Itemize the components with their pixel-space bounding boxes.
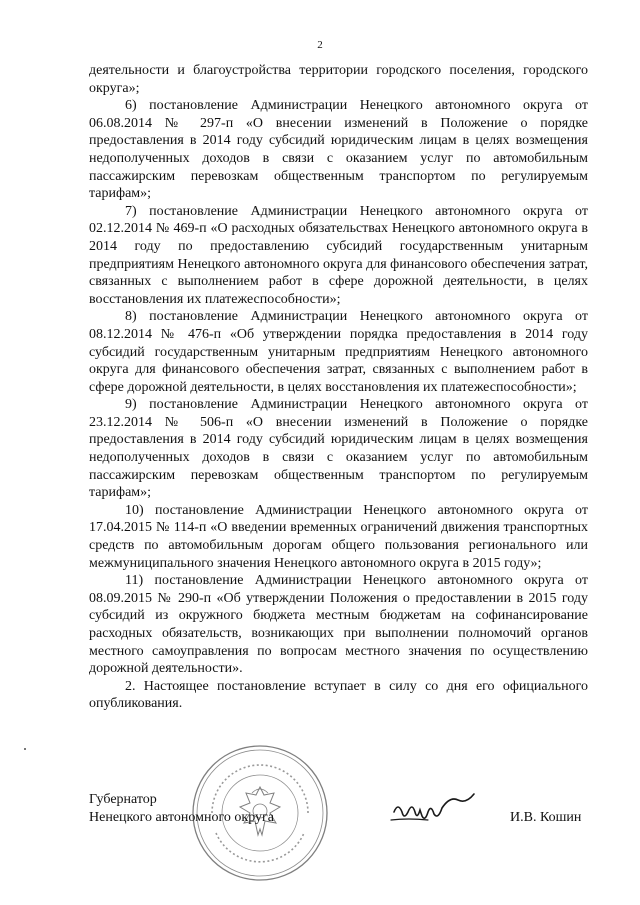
paragraph-item-11: 11) постановление Администрации Ненецкого автономного округа от 08.09.2015 № 290-п «Об утверждении Положения о предоставлении в 2015 году субсидий из окружного бюджета местным бюджетам на софинансирование расходных обязательств, возникающих при выполнении полномочий органов местного самоуправления по вопросам местного значения по осуществлению дорожной деятельности».	[89, 573, 588, 677]
scan-speck	[24, 748, 26, 750]
signatory-position: Губернатор	[89, 792, 157, 807]
paragraph-item-7: 7) постановление Администрации Ненецкого автономного округа от 02.12.2014 № 469-п «О расходных обязательствах Ненецкого автономного округа в 2014 году по предоставлению субсидий государственным унитарным предприятиям Ненецкого автономного округа для финансового обеспечения затрат, связанных с выполнением работ в сфере дорожной деятельности, в целях восстановления их платежеспособности»;	[89, 203, 588, 307]
page-number: 2	[317, 39, 323, 51]
paragraph-item-6: 6) постановление Администрации Ненецкого автономного округа от 06.08.2014 № 297-п «О внесении изменений в Положение о порядке предоставления в 2014 году субсидий юридическим лицам в целях возмещения недополученных доходов в связи с оказанием услуг по автомобильным пассажирским перевозкам общественным транспортом по регулируемым тарифам»;	[89, 98, 588, 202]
signatory-name: И.В. Кошин	[510, 809, 582, 825]
paragraph-item-10: 10) постановление Администрации Ненецкого автономного округа от 17.04.2015 № 114-п «О введении временных ограничений движения транспортных средств по автомобильным дорогам общего пользования регионального или межмуниципального значения Ненецкого автономного округа в 2015 году»;	[89, 502, 588, 571]
paragraph-continuation: деятельности и благоустройства территории городского поселения, городского округа»;	[89, 63, 588, 96]
paragraph-item-9: 9) постановление Администрации Ненецкого автономного округа от 23.12.2014 № 506-п «О внесении изменений в Положение о порядке предоставления в 2014 году субсидий юридическим лицам в целях возмещения недополученных доходов в связи с оказанием услуг по автомобильным пассажирским перевозкам общественным транспортом по регулируемым тарифам»;	[89, 397, 588, 501]
paragraph-item-8: 8) постановление Администрации Ненецкого автономного округа от 08.12.2014 № 476-п «Об утверждении порядка предоставления в 2014 году субсидий государственным унитарным предприятиям Ненецкого автономного округа для финансового обеспечения затрат, связанных с выполнением работ в сфере дорожной деятельности, в целях восстановления их платежеспособности»;	[89, 309, 588, 395]
signature-block	[89, 791, 609, 881]
signatory-organization: Ненецкого автономного округа	[89, 809, 274, 825]
paragraph-effective-date: 2. Настоящее постановление вступает в силу со дня его официального опубликования.	[89, 678, 588, 712]
document-body	[89, 62, 588, 713]
